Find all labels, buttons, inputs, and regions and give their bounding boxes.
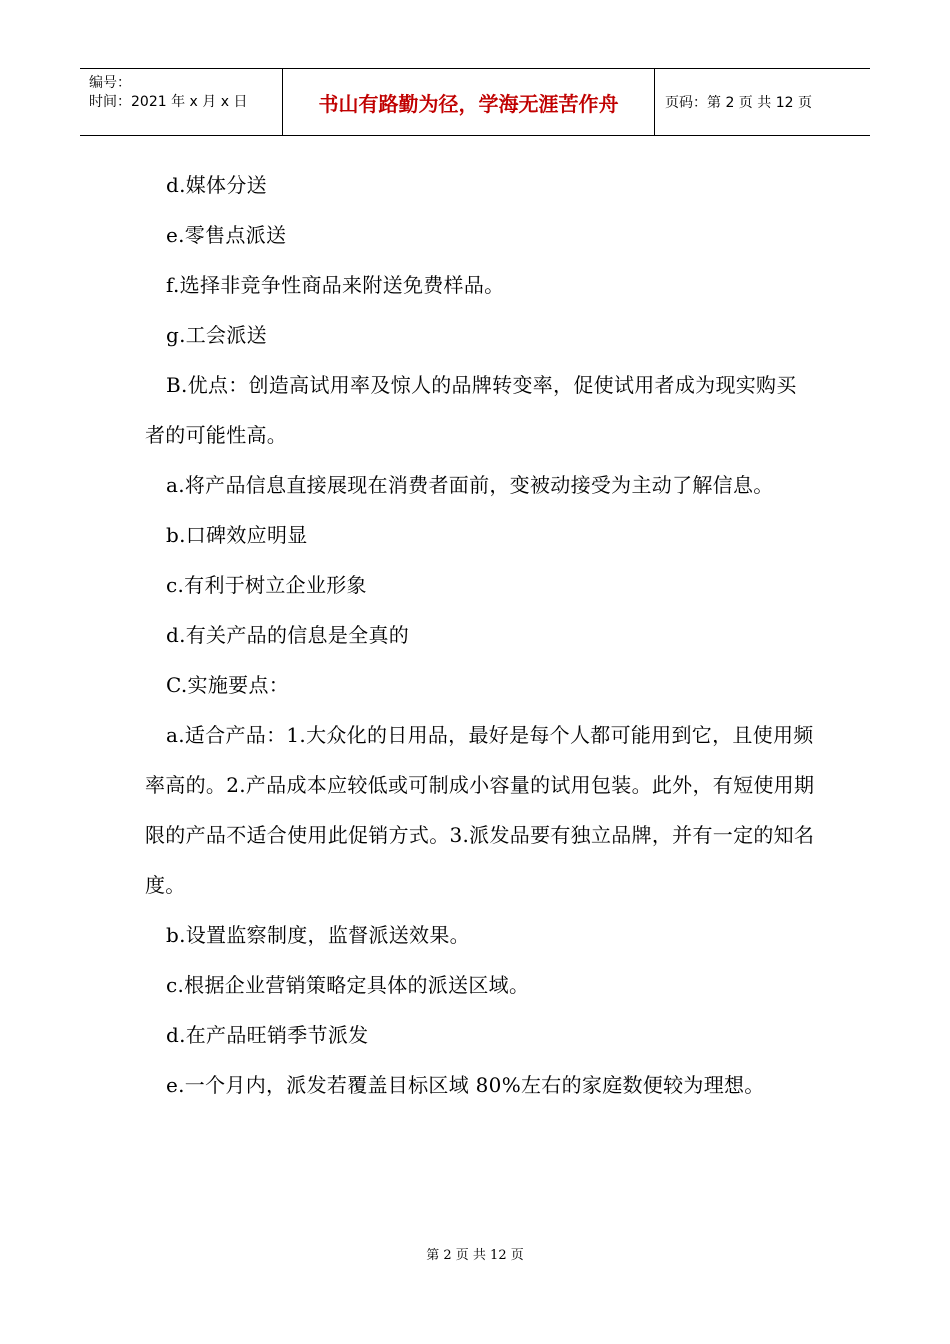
document-date-label: 时间：2021 年 x 月 x 日 [89,94,248,110]
paragraph: d.有关产品的信息是全真的 [166,623,410,647]
document-body [145,160,815,1110]
paragraph: e.一个月内，派发若覆盖目标区域 80%左右的家庭数便较为理想。 [166,1073,765,1097]
header-motto: 书山有路勤为径，学海无涯苦作舟 [318,91,619,116]
paragraph: g.工会派送 [166,323,267,347]
header-page-info: 页码：第 2 页 共 12 页 [665,95,812,111]
paragraph: c.根据企业营销策略定具体的派送区域。 [166,973,530,997]
paragraph: d.在产品旺销季节派发 [166,1023,369,1047]
footer-page-number: 第 2 页 共 12 页 [426,1248,524,1263]
header-meta [80,69,283,135]
paragraph: a.将产品信息直接展现在消费者面前，变被动接受为主动了解信息。 [166,473,774,497]
paragraph: B.优点：创造高试用率及惊人的品牌转变率，促使试用者成为现实购买者的可能性高。 [145,373,797,447]
paragraph: a.适合产品：1.大众化的日用品，最好是每个人都可能用到它，且使用频率高的。2.产品成本应较低或可制成小容量的试用包装。此外，有短使用期限的产品不适合使用此促销方式。3.派发品要有独立品牌，并有一定的知名度。 [145,723,815,897]
paragraph: b.口碑效应明显 [166,523,308,547]
header-page-cell [655,69,870,135]
header-motto-cell [283,69,655,135]
paragraph: b.设置监察制度，监督派送效果。 [166,923,470,947]
page-footer [0,1244,950,1263]
page-header [80,68,870,136]
paragraph: c.有利于树立企业形象 [166,573,367,597]
paragraph: d.媒体分送 [166,173,267,197]
paragraph: C.实施要点： [166,673,290,697]
paragraph: f.选择非竞争性商品来附送免费样品。 [166,273,505,297]
document-number-label: 编号： [89,75,131,91]
paragraph: e.零售点派送 [166,223,287,247]
